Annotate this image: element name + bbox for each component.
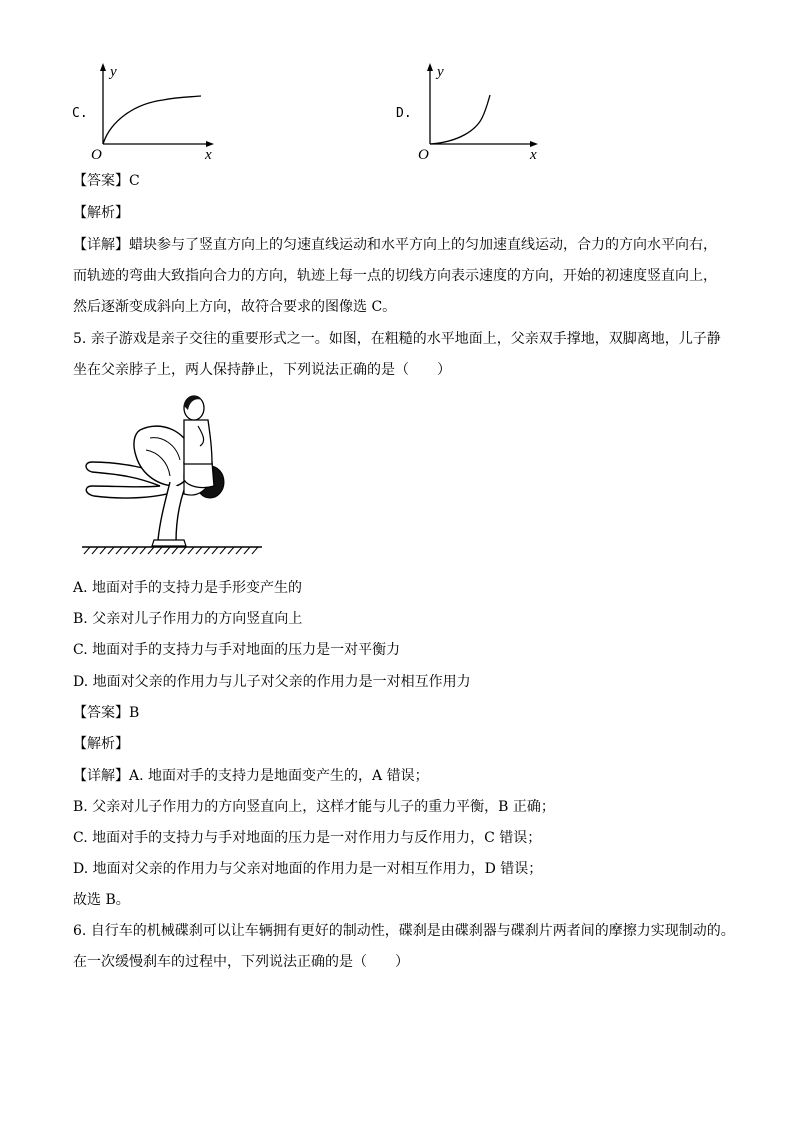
q4-answer: 【答案】C xyxy=(73,173,140,189)
q5-analysis-heading: 【解析】 xyxy=(73,736,129,752)
q4-detail-line-2: 而轨迹的弯曲大致指向合力的方向，轨迹上每一点的切线方向表示速度的方向，开始的初速度竖直向上， xyxy=(73,268,717,284)
y-axis-arrow xyxy=(100,63,106,71)
curve-c xyxy=(103,96,201,144)
q6-stem-line-1: 6. 自行车的机械碟刹可以让车辆拥有更好的制动性，碟刹是由碟刹器与碟刹片两者间的摩擦力实现制动的。 xyxy=(73,923,735,939)
q5-stem-line-1: 5. 亲子游戏是亲子交往的重要形式之一。如图，在粗糙的水平地面上，父亲双手撑地，双脚离地，儿子静 xyxy=(73,331,721,347)
origin-label: O xyxy=(418,147,429,163)
q5-option-c: C. 地面对手的支持力与手对地面的压力是一对平衡力 xyxy=(73,642,401,658)
origin-label: O xyxy=(91,147,102,163)
q5-option-a: A. 地面对手的支持力是手形变产生的 xyxy=(73,580,303,596)
option-c-label: C. xyxy=(72,106,88,121)
y-axis-label: y xyxy=(110,64,117,80)
q5-detail-d: D. 地面对父亲的作用力与父亲对地面的作用力是一对相互作用力，D 错误； xyxy=(73,861,543,877)
q5-answer: 【答案】B xyxy=(73,705,140,721)
y-axis-label: y xyxy=(437,64,444,80)
ground-hatching xyxy=(84,547,258,554)
x-axis-label: x xyxy=(205,147,212,163)
father-hand xyxy=(152,540,186,546)
q4-analysis-heading: 【解析】 xyxy=(73,205,129,221)
curve-d xyxy=(430,95,490,144)
graph-c xyxy=(88,60,228,165)
q5-option-b: B. 父亲对儿子作用力的方向竖直向上 xyxy=(73,611,303,627)
x-axis-label: x xyxy=(530,147,537,163)
q5-detail-b: B. 父亲对儿子作用力的方向竖直向上，这样才能与儿子的重力平衡，B 正确； xyxy=(73,799,555,815)
q5-option-d: D. 地面对父亲的作用力与儿子对父亲的作用力是一对相互作用力 xyxy=(73,674,471,690)
y-axis-arrow xyxy=(427,63,433,71)
son-legs xyxy=(184,462,214,488)
q5-conclusion: 故选 B。 xyxy=(73,892,130,908)
q5-detail-c: C. 地面对手的支持力与手对地面的压力是一对作用力与反作用力，C 错误； xyxy=(73,830,542,846)
option-d-label: D. xyxy=(396,106,412,121)
q4-detail-line-1: 【详解】蜡块参与了竖直方向上的匀速直线运动和水平方向上的匀加速直线运动，合力的方向水平向右， xyxy=(73,237,717,253)
q6-stem-line-2: 在一次缓慢刹车的过程中，下列说法正确的是（ ） xyxy=(73,954,409,970)
q4-detail-line-3: 然后逐渐变成斜向上方向，故符合要求的图像选 C。 xyxy=(73,299,397,315)
graph-d xyxy=(414,60,554,165)
q5-detail-a: 【详解】A. 地面对手的支持力是地面变产生的，A 错误； xyxy=(73,768,429,784)
acrobat-figure xyxy=(80,390,270,560)
q5-stem-line-2: 坐在父亲脖子上，两人保持静止，下列说法正确的是（ ） xyxy=(73,362,451,378)
